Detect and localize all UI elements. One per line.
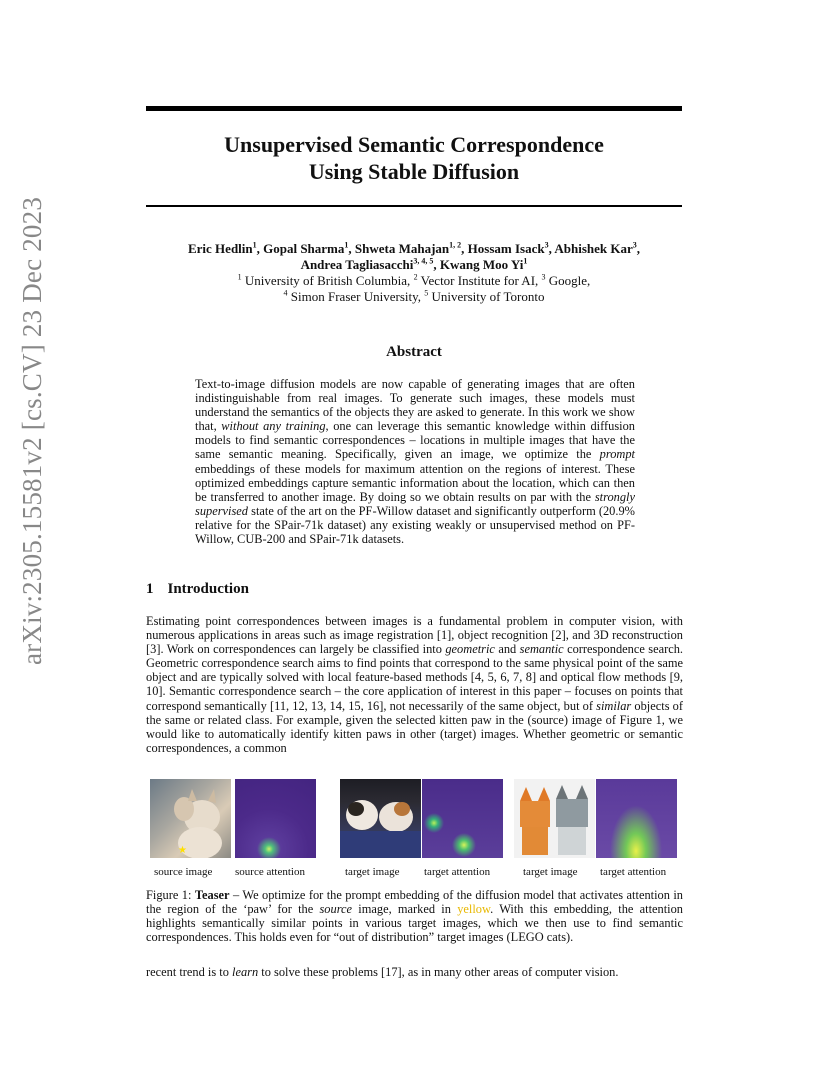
continued-paragraph [146, 965, 618, 980]
target-image-1-thumbnail [340, 779, 421, 858]
intro-run: and [494, 642, 520, 657]
body-emphasis: learn [232, 965, 259, 979]
body-run: recent trend is to [146, 965, 233, 979]
intro-paragraph [146, 614, 683, 755]
author-sup: 3 [544, 240, 549, 250]
intro-emphasis: similar [596, 698, 632, 713]
title-line-2: Using Stable Diffusion [308, 159, 520, 184]
label-target-image-1: target image [345, 866, 400, 878]
source-image-thumbnail [150, 779, 231, 858]
author-name: , Gopal Sharma [256, 241, 345, 256]
affil-text: Simon Fraser University, [287, 289, 425, 304]
author-sup: 1 [252, 240, 257, 250]
figure-caption [146, 888, 683, 944]
section-title: Introduction [167, 581, 249, 597]
author-sup: 3 [632, 240, 637, 250]
label-source-image: source image [154, 866, 213, 878]
abstract-text [195, 377, 635, 546]
author-name: , Hossam Isack [461, 241, 545, 256]
affil-sup: 5 [424, 288, 429, 298]
label-source-attention: source attention [235, 866, 305, 878]
intro-run: Estimating point correspondences between images is a fundamental problem in computer vision, with numerous applications in areas such as image registration [1], object recognition [2], and 3D reconstruction [3]. Work on correspondences can largely be classified into [146, 614, 683, 657]
title-top-rule [146, 106, 682, 111]
intro-run: correspondence search. Geometric correspondence search aims to find points that correspond to the same physical point of the same object and are typically solved with local feature-based methods [4, 5, 6, 7, 8] and optical flow methods [9, 10]. Semantic correspondence search – the core application of interest in this paper – focuses on points that correspond semantically [11, 12, 13, 14, 15, 16], not necessarily of the same object, but of [146, 642, 683, 713]
caption-bold: Teaser [194, 888, 230, 902]
author-name: , Shweta Mahajan [348, 241, 450, 256]
affil-text: University of Toronto [428, 289, 545, 304]
affil-sup: 2 [413, 272, 418, 282]
body-run: to solve these problems [17], as in many other areas of computer vision. [258, 965, 619, 979]
paper-title [146, 131, 682, 185]
affiliations-line-2 [146, 289, 682, 305]
intro-emphasis: semantic [519, 642, 564, 657]
abstract-run: , one can leverage this semantic knowledge within diffusion models to find semantic correspondences – locations in multiple images that have the same semantic meaning. Specifically, given an image, we optimize the [195, 419, 635, 462]
caption-yellow-word: yellow [457, 902, 491, 917]
arxiv-side-label: arXiv:2305.15581v2 [cs.CV] 23 Dec 2023 [17, 196, 47, 665]
caption-run: – We optimize for the prompt embedding of the diffusion model that activates attention in the region of the ‘paw’ for the [146, 888, 683, 917]
abstract-run: Text-to-image diffusion models are now capable of generating images that are often indistinguishable from real images. To generate such images, these models must understand the semantics of the objects they are asked to generate. In this work we show that, [195, 377, 635, 434]
affil-text: Vector Institute for AI, [417, 273, 542, 288]
author-name: Eric Hedlin [187, 241, 253, 256]
section-heading-introduction [146, 581, 249, 598]
caption-run: image, marked in [352, 902, 458, 917]
abstract-run: state of the art on the PF-Willow dataset and significantly outperform (20.9% relative for the SPair-71k dataset) any existing weakly or unsupervised method on PF-Willow, CUB-200 and SPair-71k datasets. [195, 503, 635, 547]
intro-run: objects of the same or related class. For example, given the selected kitten paw in the (source) image of Figure 1, we would like to automatically identify kitten paws in other (target) images. Whether geometric or semantic correspondences, a common [146, 698, 683, 755]
affil-sup: 1 [237, 272, 242, 282]
author-name: , Abhishek Kar [548, 241, 633, 256]
lego-cats-target-photo [514, 779, 595, 858]
author-names-line-1 [146, 241, 682, 257]
caption-prefix: Figure 1: [146, 888, 195, 902]
caption-run: . With this embedding, the attention highlights semantically similar points in various target images, which we then use to find semantic correspondences. This holds even for “out of distribution” target images (LEGO cats). [146, 902, 683, 945]
target-attention-2-thumbnail [596, 779, 677, 858]
title-line-1: Unsupervised Semantic Correspondence [224, 132, 604, 157]
author-name: Andrea Tagliasacchi [300, 257, 414, 272]
author-sup: 1, 2 [449, 240, 462, 250]
target-image-2-thumbnail [514, 779, 595, 858]
title-bottom-rule [146, 205, 682, 207]
author-block [146, 241, 682, 305]
label-target-attention-1: target attention [424, 866, 491, 878]
affil-sup: 3 [541, 272, 546, 282]
author-name: , Kwang Moo Yi [433, 257, 524, 272]
label-target-image-2: target image [523, 866, 578, 878]
abstract-heading: Abstract [386, 344, 442, 360]
kitten-source-photo [150, 779, 231, 858]
affil-text: Google, [545, 273, 591, 288]
affil-text: University of British Columbia, [241, 273, 414, 288]
affiliations-line-1 [146, 273, 682, 289]
author-sup: 3, 4, 5 [413, 256, 434, 266]
label-target-attention-2: target attention [600, 866, 667, 878]
author-sup: 1 [344, 240, 349, 250]
author-sup: 1 [523, 256, 528, 266]
intro-emphasis: geometric [445, 642, 495, 657]
abstract-emphasis: prompt [599, 447, 635, 462]
star-marker-icon: ★ [178, 845, 187, 856]
kittens-target-photo [340, 779, 421, 858]
caption-emphasis: source [319, 902, 353, 917]
abstract-emphasis: without any training [221, 419, 326, 434]
affil-sup: 4 [283, 288, 288, 298]
author-sep: , [636, 241, 641, 256]
section-number: 1 [146, 581, 154, 597]
abstract-emphasis: strongly supervised [195, 489, 635, 518]
author-names-line-2 [146, 257, 682, 273]
abstract-run: embeddings of these models for maximum attention on the regions of interest. These optimized embeddings capture semantic information about the location, which can then be transferred to another image. By doing so we obtain results on par with the [195, 461, 635, 504]
source-attention-thumbnail [235, 779, 316, 858]
target-attention-1-thumbnail [422, 779, 503, 858]
